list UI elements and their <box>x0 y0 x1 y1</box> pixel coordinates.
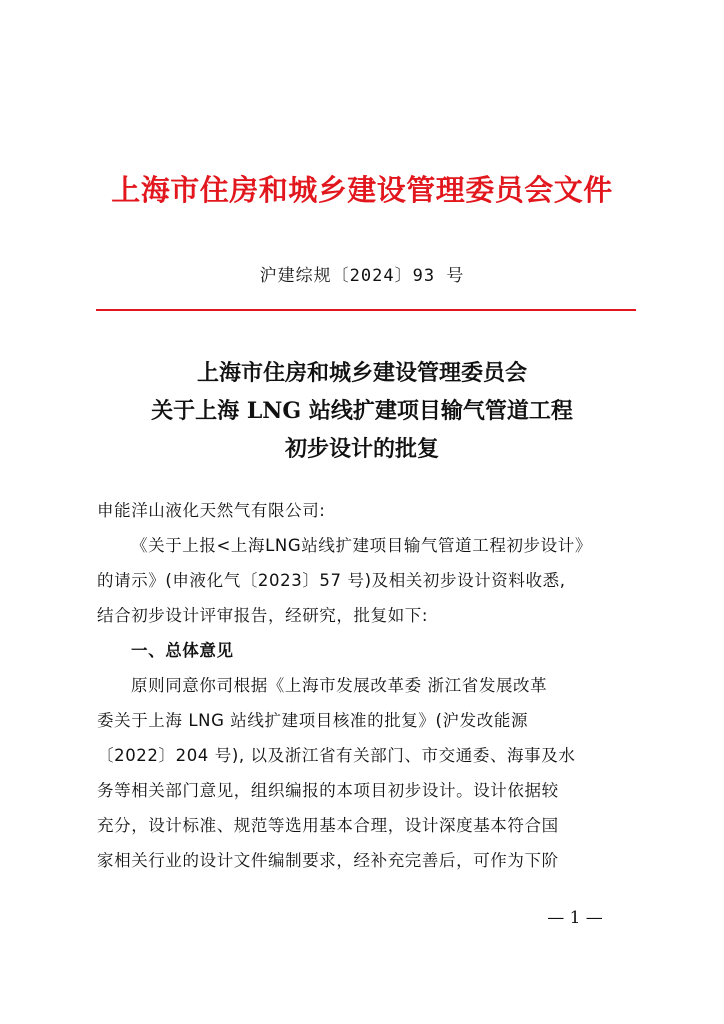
page-number: — 1 — <box>547 908 603 928</box>
paragraph-1-line-3: 结合初步设计评审报告，经研究，批复如下: <box>97 606 429 625</box>
title-line-3: 初步设计的批复 <box>284 436 439 462</box>
paragraph-2-line-5: 充分，设计标准、规范等选用基本合理，设计深度基本符合国 <box>97 816 559 835</box>
issuer-header: 上海市住房和城乡建设管理委员会文件 <box>111 173 613 207</box>
paragraph-2-line-6: 家相关行业的设计文件编制要求，经补充完善后，可作为下阶 <box>97 851 559 870</box>
title-line-1: 上海市住房和城乡建设管理委员会 <box>196 360 527 386</box>
document-number: 沪建综规〔2024〕93 号 <box>259 266 465 286</box>
title-line-2: 关于上海 LNG 站线扩建项目输气管道工程 <box>151 398 573 424</box>
paragraph-2-line-4: 务等相关部门意见，组织编报的本项目初步设计。设计依据较 <box>97 781 559 800</box>
red-separator-line <box>96 309 636 311</box>
document-body <box>97 493 632 878</box>
paragraph-2-line-1: 原则同意你司根据《上海市发展改革委 浙江省发展改革 <box>131 676 548 695</box>
paragraph-1-line-1: 《关于上报<上海LNG站线扩建项目输气管道工程初步设计》 <box>131 536 592 555</box>
section-1-heading: 一、总体意见 <box>131 641 234 660</box>
paragraph-2-line-2: 委关于上海 LNG 站线扩建项目核准的批复》(沪发改能源 <box>97 711 529 730</box>
paragraph-1-line-2: 的请示》(申液化气〔2023〕57 号)及相关初步设计资料收悉, <box>97 571 566 590</box>
addressee: 申能洋山液化天然气有限公司: <box>97 501 326 520</box>
document-title <box>0 354 724 468</box>
paragraph-2-line-3: 〔2022〕204 号), 以及浙江省有关部门、市交通委、海事及水 <box>97 746 576 765</box>
